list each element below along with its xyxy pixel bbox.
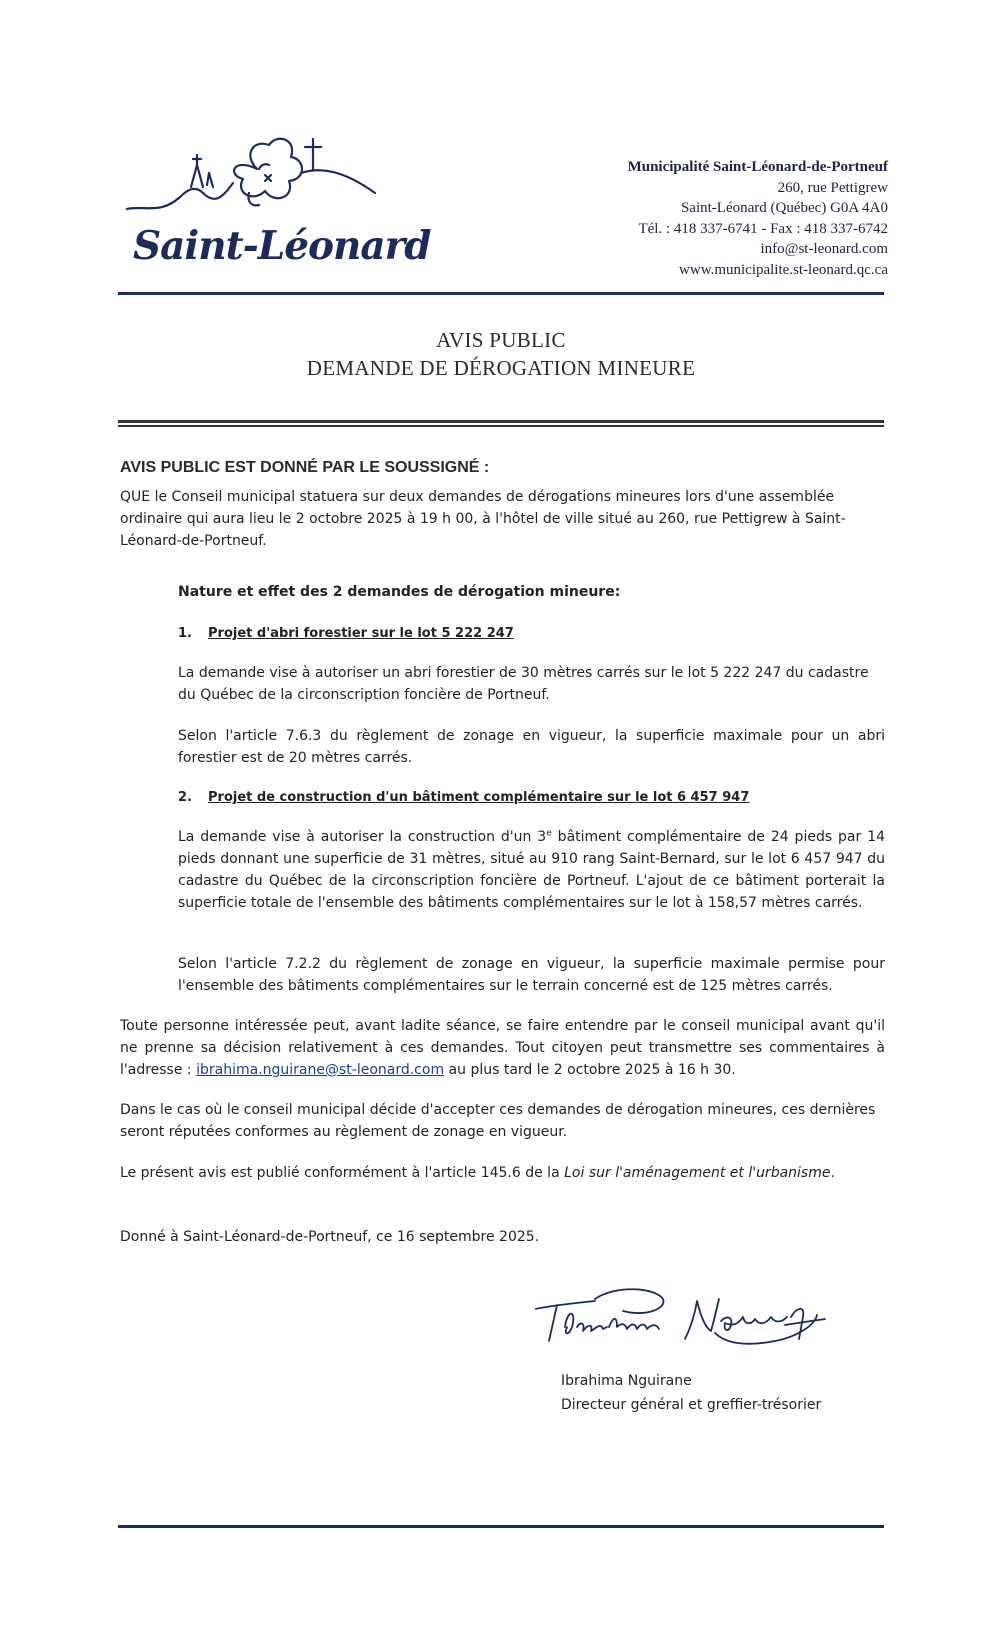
title-line-1: AVIS PUBLIC [436,328,566,352]
item-1-title [178,623,885,645]
item-2-number: 2. [178,790,192,805]
legal-text: Le présent avis est publié conformément à l'article 145.6 de la [120,1165,565,1181]
street-address: 260, rue Pettigrew [777,179,888,196]
item-1-paragraph-1: La demande vise à autoriser un abri forestier de 30 mètres carrés sur le lot 5 222 247 du cadastre du Québec de la circonscription foncière de Portneuf. [178,665,869,703]
municipality-address [568,157,888,280]
acceptance-paragraph: Dans le cas où le conseil municipal décide d'accepter ces demandes de dérogation mineures, ces dernières seront réputées conformes au règlement de zonage en vigueur. [120,1102,876,1140]
notice-heading: AVIS PUBLIC EST DONNÉ PAR LE SOUSSIGNÉ : [120,459,490,476]
signatory-name: Ibrahima Nguirane [561,1373,692,1389]
comments-email-link[interactable]: ibrahima.nguirane@st-leonard.com [196,1062,445,1078]
law-title: Loi sur l'aménagement et l'urbanisme [564,1165,831,1181]
item-1-paragraph-2: Selon l'article 7.6.3 du règlement de zonage en vigueur, la superficie maximale pour un abri forestier est de 20 mètres carrés. [178,728,885,766]
item-2-paragraph-1-start: La demande vise à autoriser la construction d'un 3 [178,829,547,845]
phone-fax: Tél. : 418 337-6741 - Fax : 418 337-6742 [638,220,888,237]
comments-paragraph [120,1015,885,1081]
legal-end: . [830,1165,835,1181]
item-2-paragraph-2: Selon l'article 7.2.2 du règlement de zonage en vigueur, la superficie maximale permise pour l'ensemble des bâtiments complémentaires sur le terrain concerné est de 125 mètres carrés. [178,956,885,994]
document-title [118,326,884,382]
item-2-paragraph-1-end: bâtiment complémentaire de 24 pieds par 14 pieds donnant une superficie de 31 mètres, situé au 910 rang Saint-Bernard, sur le lot 6 457 947 du cadastre du Québec de la circonscription foncière de Portneuf. L'ajout de ce bâtiment porterait la superficie totale de l'ensemble des bâtiments complémentaires sur le lot à 158,57 mètres carrés. [178,829,886,911]
municipal-logo [125,135,431,275]
logo-wordmark: Saint-Léonard [133,223,431,269]
nature-heading: Nature et effet des 2 demandes de dérogation mineure: [178,584,621,600]
item-2-title-text: Projet de construction d'un bâtiment complémentaire sur le lot 6 457 947 [208,790,750,805]
website-link[interactable]: www.municipalite.st-leonard.qc.ca [679,261,888,278]
organization-name: Municipalité Saint-Léonard-de-Portneuf [627,159,888,175]
city-address: Saint-Léonard (Québec) G0A 4A0 [680,200,888,216]
item-1-number: 1. [178,626,192,641]
comments-deadline: au plus tard le 2 octobre 2025 à 16 h 30. [444,1062,736,1078]
intro-paragraph: QUE le Conseil municipal statuera sur deux demandes de dérogations mineures lors d'une assemblée ordinaire qui aura lieu le 2 octobre 2025 à 19 h 00, à l'hôtel de ville situé au 260, rue Pettigrew à Saint-Léonard-de-Portneuf. [120,489,846,549]
ordinal-superscript: e [546,828,552,839]
signatory-role: Directeur général et greffier-trésorier [561,1397,822,1413]
legal-paragraph [120,1162,885,1184]
item-2-paragraph-1 [178,826,885,914]
contact-email[interactable]: info@st-leonard.com [760,241,888,257]
title-divider [118,420,884,427]
item-1-title-text: Projet d'abri forestier sur le lot 5 222 247 [208,626,514,641]
given-date: Donné à Saint-Léonard-de-Portneuf, ce 16 septembre 2025. [120,1229,540,1245]
footer-divider [118,1525,884,1528]
comments-text: Toute personne intéressée peut, avant ladite séance, se faire entendre par le conseil municipal avant qu'il ne prenne sa décision relativement à ces demandes. Tout citoyen peut transmettre ses commentaires à l'adresse : [120,1018,885,1078]
handwritten-signature-icon [535,1287,835,1362]
header-divider [118,292,884,295]
item-2-title [178,787,885,809]
title-line-2: DEMANDE DE DÉROGATION MINEURE [306,356,696,380]
